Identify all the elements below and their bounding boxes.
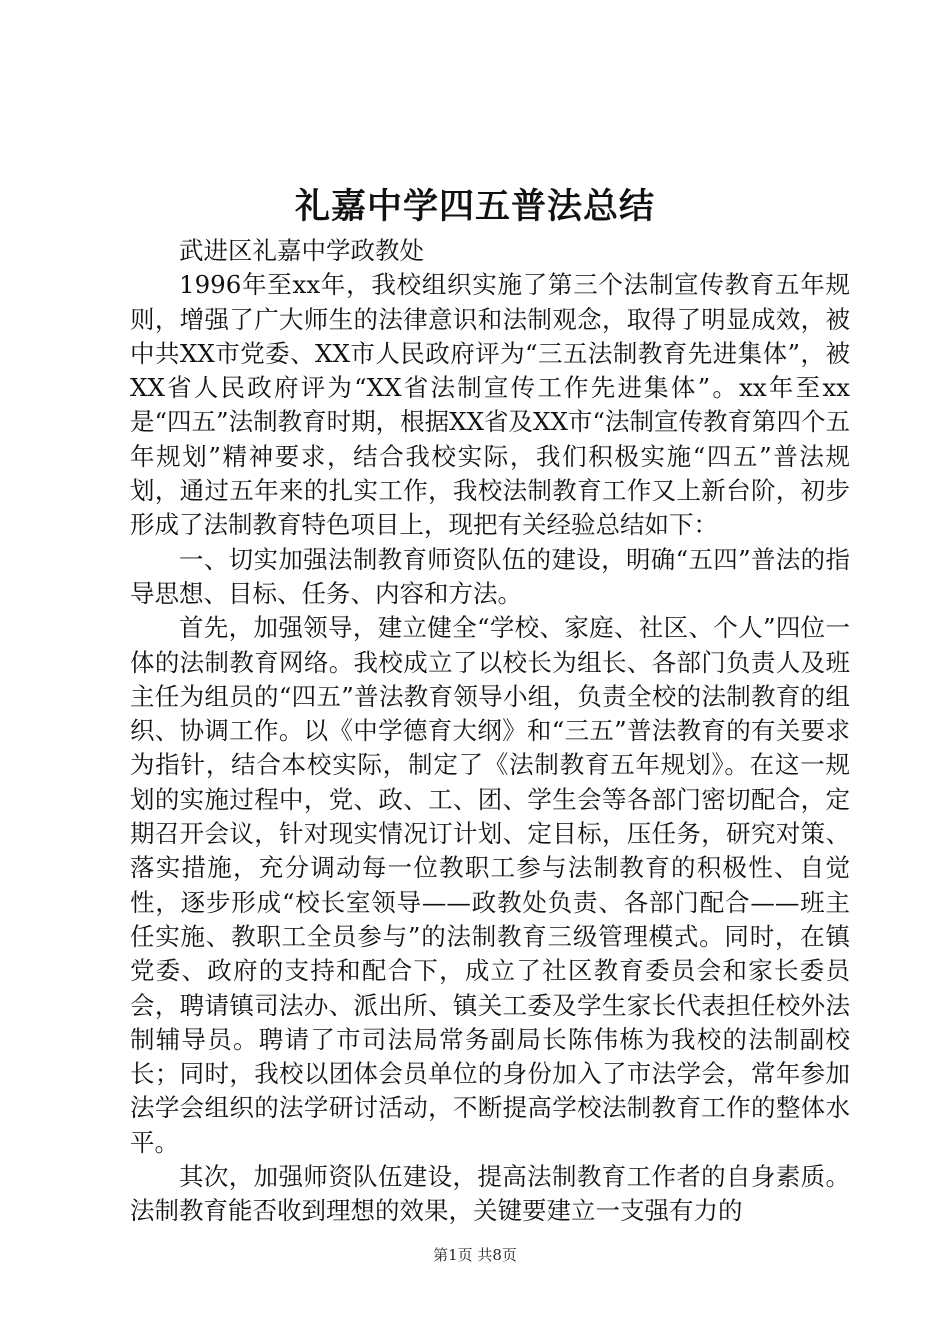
document-body bbox=[130, 234, 850, 1229]
author-line: 武进区礼嘉中学政教处 bbox=[179, 236, 424, 265]
document-title: 礼嘉中学四五普法总结 bbox=[294, 186, 655, 227]
section-heading: 一、切实加强法制教育师资队伍的建设，明确“五四”普法的指导思想、目标、任务、内容和方法。 bbox=[130, 544, 850, 608]
body-paragraph: 其次，加强师资队伍建设，提高法制教育工作者的自身素质。法制教育能否收到理想的效果，关键要建立一支强有力的 bbox=[130, 1162, 850, 1226]
body-paragraph: 首先，加强领导，建立健全“学校、家庭、社区、个人”四位一体的法制教育网络。我校成立了以校长为组长、各部门负责人及班主任为组员的“四五”普法教育领导小组，负责全校的法制教育的组织、协调工作。以《中学德育大纲》和“三五”普法教育的有关要求为指针，结合本校实际，制定了《法制教育五年规划》。在这一规划的实施过程中，党、政、工、团、学生会等各部门密切配合，定期召开会议，针对现实情况订计划、定目标，压任务，研究对策、落实措施，充分调动每一位教职工参与法制教育的积极性、自觉性，逐步形成“校长室领导——政教处负责、各部门配合——班主任实施、教职工全员参与”的法制教育三级管理模式。同时，在镇党委、政府的支持和配合下，成立了社区教育委员会和家长委员会，聘请镇司法办、派出所、镇关工委及学生家长代表担任校外法制辅导员。聘请了市司法局常务副局长陈伟栋为我校的法制副校长；同时，我校以团体会员单位的身份加入了市法学会，常年参加法学会组织的法学研讨活动，不断提高学校法制教育工作的整体水平。 bbox=[130, 613, 850, 1157]
page-footer: 第1页 共8页 bbox=[433, 1246, 517, 1264]
body-paragraph: 1996年至xx年，我校组织实施了第三个法制宣传教育五年规则，增强了广大师生的法律意识和法制观念，取得了明显成效，被中共XX市党委、XX市人民政府评为“三五法制教育先进集体”，被XX省人民政府评为“XX省法制宣传工作先进集体”。xx年至xx是“四五”法制教育时期，根据XX省及XX市“法制宣传教育第四个五年规划”精神要求，结合我校实际，我们积极实施“四五”普法规划，通过五年来的扎实工作，我校法制教育工作又上新台阶，初步形成了法制教育特色项目上，现把有关经验总结如下： bbox=[130, 270, 850, 540]
